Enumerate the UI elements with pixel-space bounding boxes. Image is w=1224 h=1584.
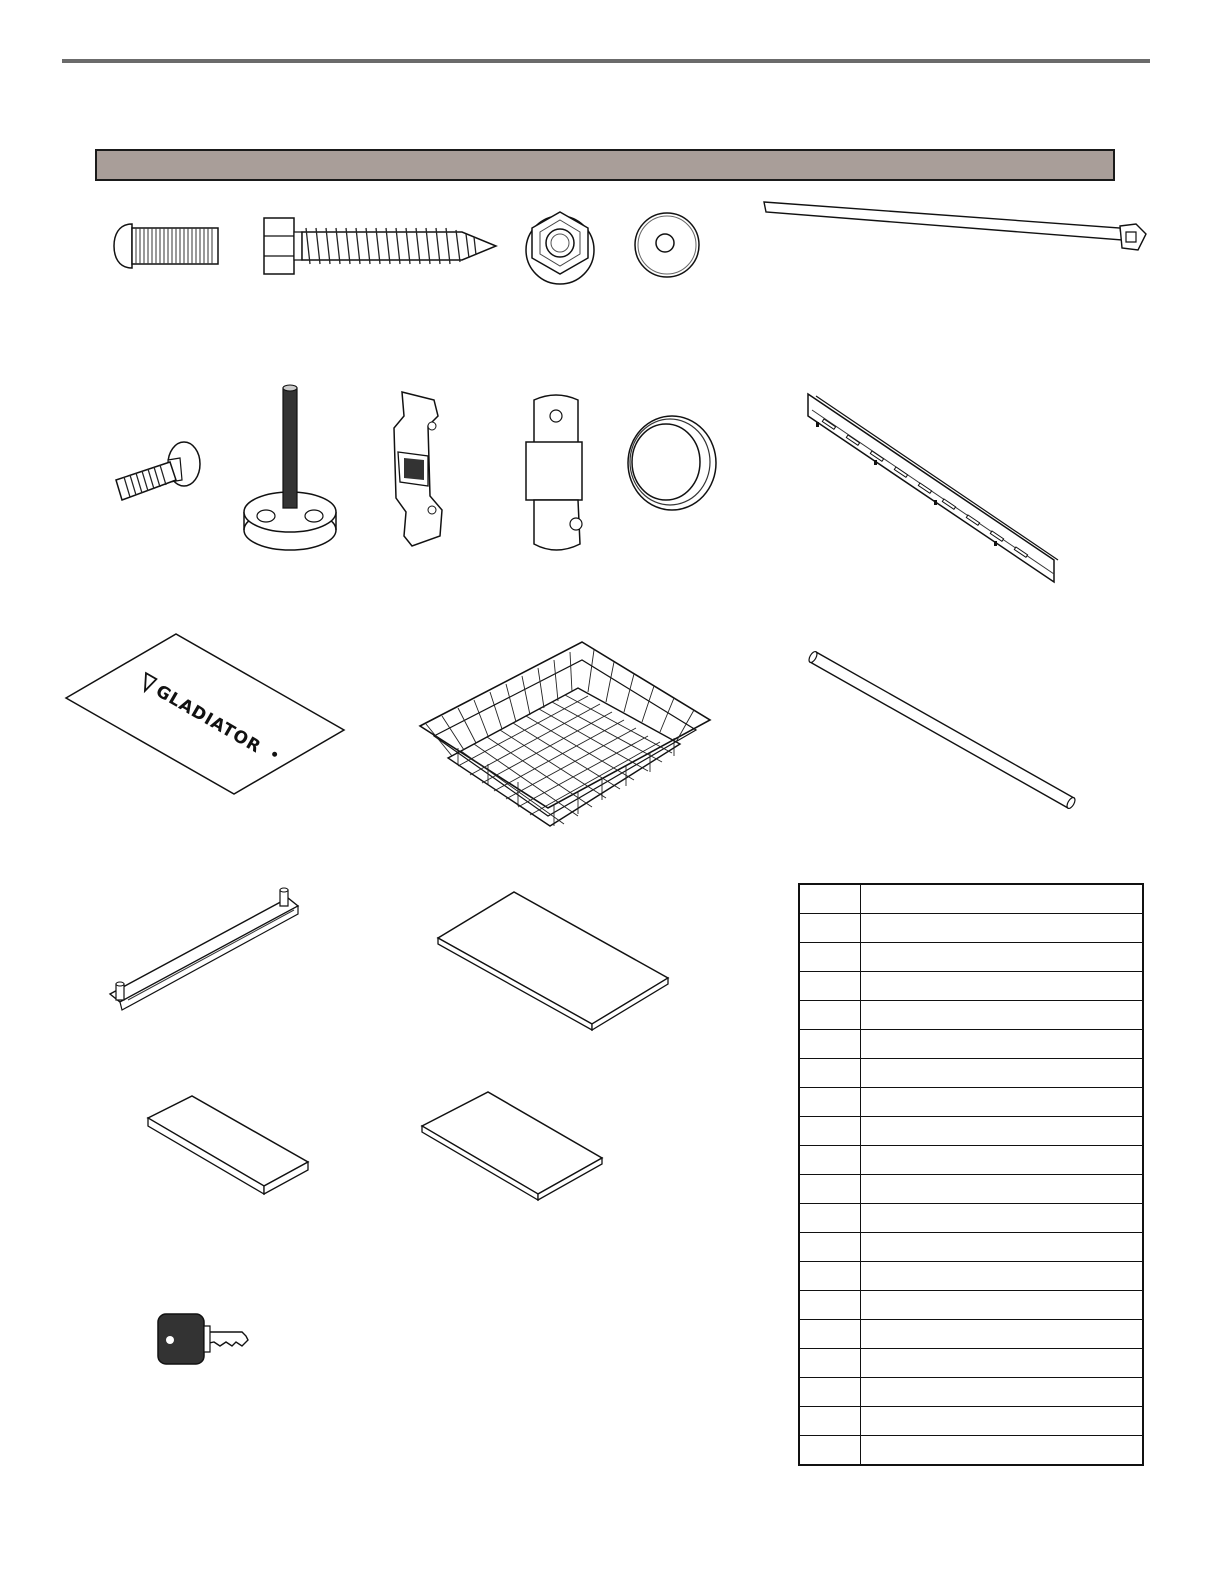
description-cell	[861, 1407, 1144, 1436]
description-cell	[861, 1320, 1144, 1349]
ref-cell	[799, 1291, 861, 1320]
table-row	[799, 884, 1143, 914]
description-cell	[861, 1030, 1144, 1059]
grommet-ring-icon	[626, 414, 718, 512]
ref-cell	[799, 1436, 861, 1466]
ref-cell	[799, 1233, 861, 1262]
description-cell	[861, 1233, 1144, 1262]
description-cell	[861, 884, 1144, 914]
table-row	[799, 1436, 1143, 1466]
ref-cell	[799, 1001, 861, 1030]
description-cell	[861, 1378, 1144, 1407]
table-row	[799, 914, 1143, 943]
carriage-bolt-icon	[110, 440, 204, 506]
table-row	[799, 943, 1143, 972]
table-row	[799, 1059, 1143, 1088]
table-row	[799, 1320, 1143, 1349]
large-shelf-icon	[436, 890, 670, 1030]
ref-cell	[799, 1378, 861, 1407]
gladiator-logo-text: GLADIATOR	[152, 681, 265, 758]
ref-cell	[799, 1088, 861, 1117]
medium-shelf-icon	[420, 1090, 604, 1202]
ref-cell	[799, 1117, 861, 1146]
flange-nut-icon	[520, 206, 600, 286]
ref-cell	[799, 1059, 861, 1088]
table-row	[799, 1175, 1143, 1204]
ref-cell	[799, 1204, 861, 1233]
ref-cell	[799, 1175, 861, 1204]
ref-cell	[799, 1407, 861, 1436]
description-cell	[861, 1436, 1144, 1466]
description-cell	[861, 1059, 1144, 1088]
hanging-rod-icon	[806, 652, 1078, 814]
table-row	[799, 1378, 1143, 1407]
ref-cell	[799, 914, 861, 943]
table-row	[799, 1349, 1143, 1378]
slotted-rail-icon	[804, 392, 1064, 584]
description-cell	[861, 1349, 1144, 1378]
table-row	[799, 1233, 1143, 1262]
ref-cell	[799, 1320, 861, 1349]
ref-cell	[799, 943, 861, 972]
description-cell	[861, 1001, 1144, 1030]
parts-table	[798, 883, 1144, 1466]
table-row	[799, 1262, 1143, 1291]
description-cell	[861, 1262, 1144, 1291]
ref-cell	[799, 1030, 861, 1059]
table-row	[799, 972, 1143, 1001]
top-rule	[62, 59, 1150, 63]
description-cell	[861, 1204, 1144, 1233]
ref-cell	[799, 972, 861, 1001]
key-icon	[156, 1310, 252, 1368]
mounting-bracket-icon	[522, 392, 588, 556]
description-cell	[861, 972, 1144, 1001]
table-row	[799, 1088, 1143, 1117]
ref-cell	[799, 1146, 861, 1175]
table-row	[799, 1001, 1143, 1030]
wire-basket-icon	[418, 640, 712, 832]
flat-washer-icon	[632, 210, 702, 280]
description-cell	[861, 1146, 1144, 1175]
leveling-foot-icon	[240, 382, 340, 554]
table-row	[799, 1204, 1143, 1233]
gladiator-mat-icon	[64, 632, 346, 796]
table-row	[799, 1030, 1143, 1059]
tie-strap-icon	[760, 198, 1150, 260]
description-cell	[861, 914, 1144, 943]
lag-screw-icon	[262, 216, 498, 276]
ref-cell	[799, 1262, 861, 1291]
description-cell	[861, 1088, 1144, 1117]
description-cell	[861, 1117, 1144, 1146]
description-cell	[861, 1291, 1144, 1320]
ref-cell	[799, 884, 861, 914]
description-cell	[861, 1175, 1144, 1204]
table-row	[799, 1146, 1143, 1175]
table-row	[799, 1407, 1143, 1436]
section-title-bar	[95, 149, 1115, 181]
description-cell	[861, 943, 1144, 972]
shelf-support-icon	[108, 888, 302, 1014]
table-row	[799, 1117, 1143, 1146]
table-row	[799, 1291, 1143, 1320]
ref-cell	[799, 1349, 861, 1378]
button-head-bolt-icon	[110, 218, 222, 274]
shelf-clip-icon	[382, 386, 454, 552]
small-shelf-icon	[146, 1094, 310, 1196]
